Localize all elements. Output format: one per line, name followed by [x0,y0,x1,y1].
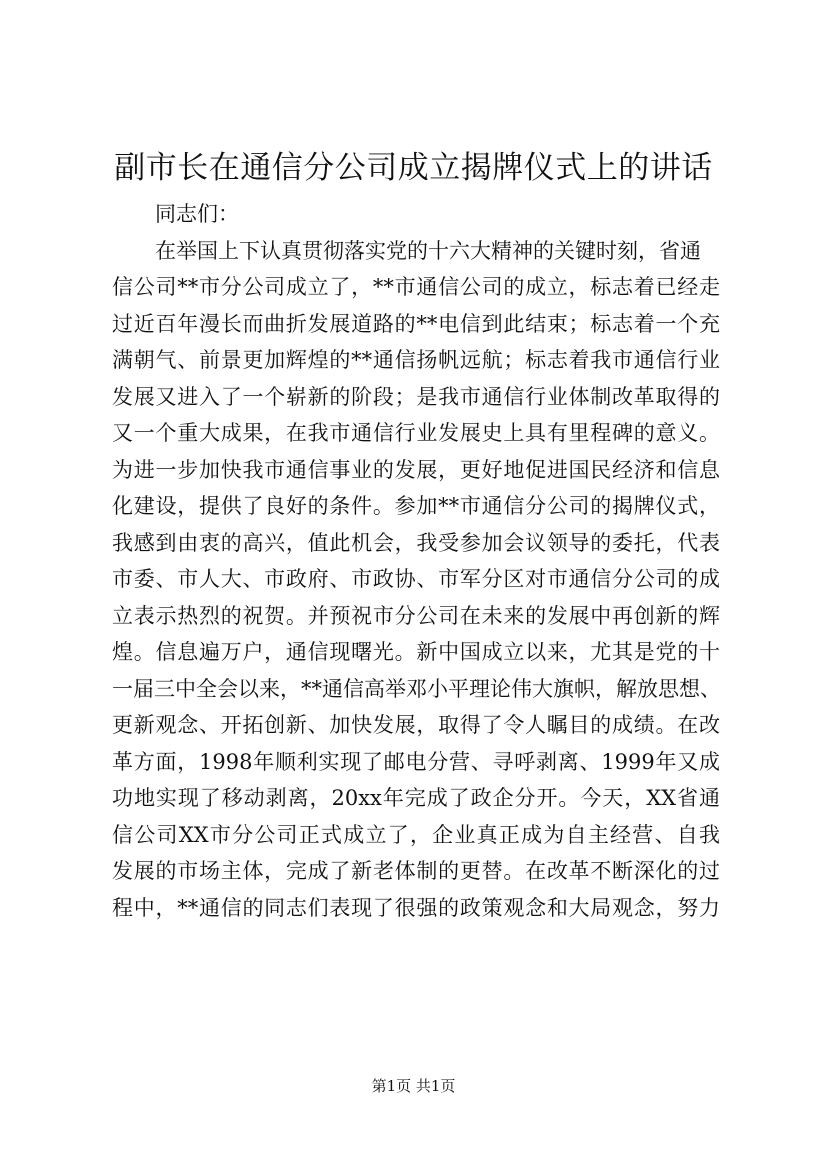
paragraph-line: 更新观念、开拓创新、加快发展，取得了令人瞩目的成绩。在改 [112,713,720,737]
paragraph-line: 化建设，提供了良好的条件。参加**市通信分公司的揭牌仪式， [112,494,720,518]
paragraph-line: 煌。信息遍万户，通信现曙光。新中国成立以来，尤其是党的十 [112,640,720,664]
paragraph-line: 立表示热烈的祝贺。并预祝市分公司在未来的发展中再创新的辉 [112,603,720,628]
paragraph-line: 发展又进入了一个崭新的阶段；是我市通信行业体制改革取得的 [112,384,720,409]
document-title: 副市长在通信分公司成立揭牌仪式上的讲话 [114,150,713,186]
paragraph-line: 过近百年漫长而曲折发展道路的**电信到此结束；标志着一个充 [112,311,720,336]
paragraph-line: 一届三中全会以来，**通信高举邓小平理论伟大旗帜，解放思想、 [112,676,721,701]
salutation: 同志们： [155,202,239,226]
paragraph-line: 程中，**通信的同志们表现了很强的政策观念和大局观念，努力 [112,895,720,920]
paragraph-line: 功地实现了移动剥离，20xx年完成了政企分开。今天，XX省通 [112,786,720,810]
document-body [112,196,720,926]
paragraph-line: 满朝气、前景更加辉煌的**通信扬帆远航；标志着我市通信行业 [112,348,720,372]
paragraph-line: 为进一步加快我市通信事业的发展，更好地促进国民经济和信息 [112,457,720,482]
paragraph-line: 我感到由衷的高兴，值此机会，我受参加会议领导的委托，代表 [112,530,720,555]
paragraph-line: 信公司**市分公司成立了，**市通信公司的成立，标志着已经走 [112,275,720,299]
paragraph-line: 革方面，1998年顺利实现了邮电分营、寻呼剥离、1999年又成 [112,749,720,774]
paragraph-line: 又一个重大成果，在我市通信行业发展史上具有里程碑的意义。 [112,421,720,445]
paragraph-line: 信公司XX市分公司正式成立了，企业真正成为自主经营、自我 [112,822,720,847]
paragraph-line: 在举国上下认真贯彻落实党的十六大精神的关键时刻，省通 [155,238,701,263]
paragraph-line: 发展的市场主体，完成了新老体制的更替。在改革不断深化的过 [112,859,720,883]
paragraph-line: 市委、市人大、市政府、市政协、市军分区对市通信分公司的成 [112,567,720,591]
page-footer: 第1页 共1页 [371,1077,456,1095]
